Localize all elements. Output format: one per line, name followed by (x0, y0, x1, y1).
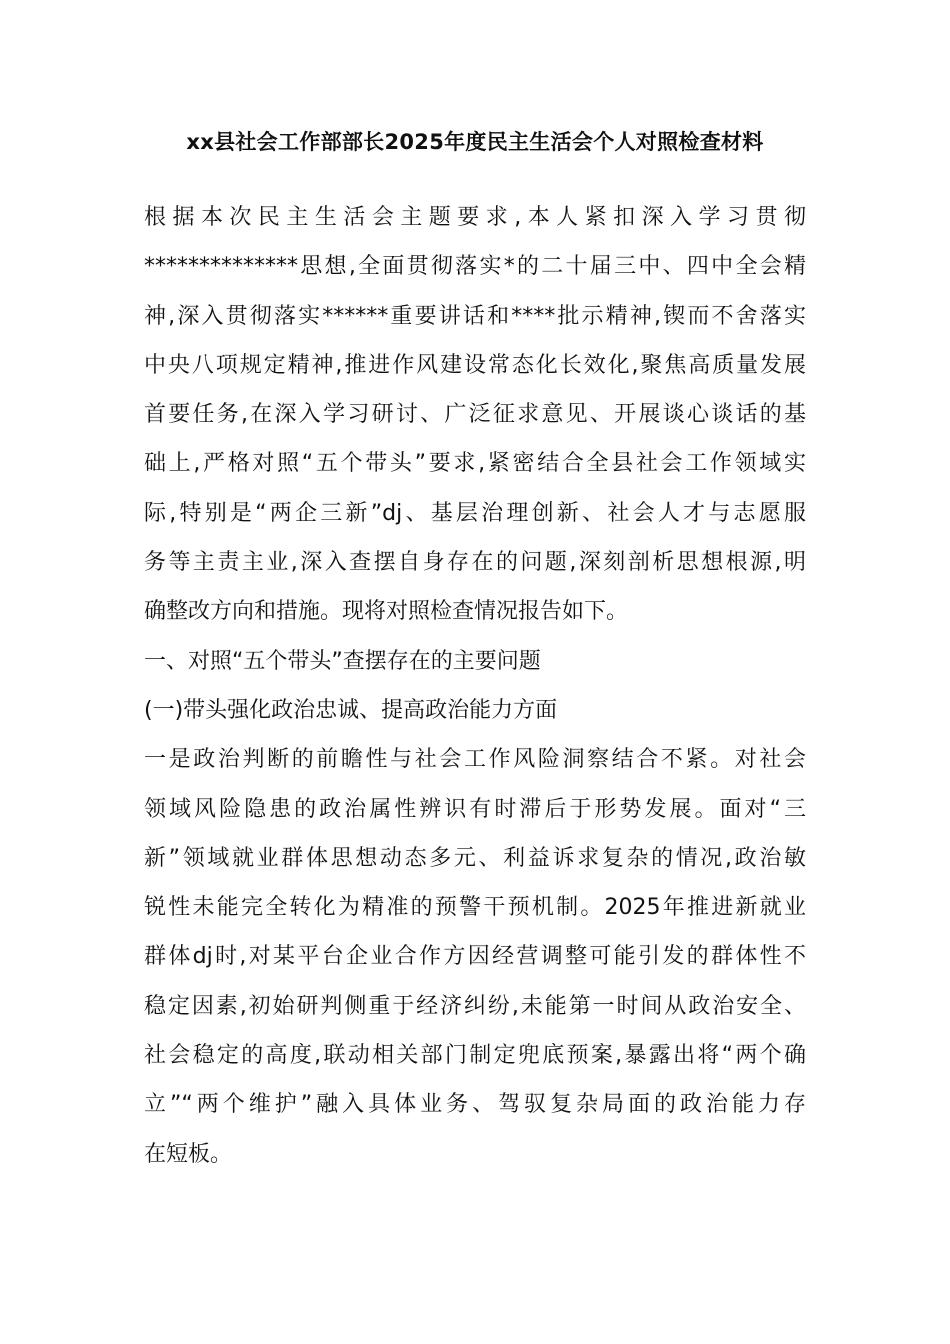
paragraph-line: 神,深入贯彻落实******重要讲话和****批示精神,锲而不舍落实 (144, 303, 806, 329)
paragraph-line: 群体dj时,对某平台企业合作方因经营调整可能引发的群体性不 (144, 944, 806, 970)
paragraph-line: 础上,严格对照“五个带头”要求,紧密结合全县社会工作领域实 (144, 451, 806, 477)
paragraph-line: 首要任务,在深入学习研讨、广泛征求意见、开展谈心谈话的基 (144, 402, 806, 428)
paragraph-line: 确整改方向和措施。现将对照检查情况报告如下。 (144, 599, 629, 625)
document-body (144, 193, 806, 1179)
paragraph-line: 稳定因素,初始研判侧重于经济纠纷,未能第一时间从政治安全、 (144, 993, 806, 1019)
paragraph-line: 在短板。 (144, 1141, 233, 1167)
paragraph-line: 务等主责主业,深入查摆自身存在的问题,深刻剖析思想根源,明 (144, 550, 806, 576)
subsection-heading: (一)带头强化政治忠诚、提高政治能力方面 (144, 697, 558, 723)
paragraph-line: 根据本次民主生活会主题要求,本人紧扣深入学习贯彻 (144, 205, 806, 230)
paragraph-line: 一是政治判断的前瞻性与社会工作风险洞察结合不紧。对社会 (144, 747, 806, 773)
paragraph-line: 领域风险隐患的政治属性辨识有时滞后于形势发展。面对“三 (144, 796, 806, 822)
paragraph-line: 锐性未能完全转化为精准的预警干预机制。2025年推进新就业 (144, 895, 806, 921)
paragraph-line: 立”“两个维护”融入具体业务、驾驭复杂局面的政治能力存 (144, 1092, 806, 1118)
document-title: xx县社会工作部部长2025年度民主生活会个人对照检查材料 (186, 130, 764, 154)
paragraph-line: **************思想,全面贯彻落实*的二十届三中、四中全会精 (144, 254, 806, 280)
paragraph-line: 中央八项规定精神,推进作风建设常态化长效化,聚焦高质量发展 (144, 352, 806, 378)
paragraph-line: 际,特别是“两企三新”dj、基层治理创新、社会人才与志愿服 (144, 500, 806, 526)
paragraph-line: 社会稳定的高度,联动相关部门制定兜底预案,暴露出将“两个确 (144, 1043, 806, 1069)
section-heading: 一、对照“五个带头”查摆存在的主要问题 (144, 648, 541, 674)
paragraph-line: 新”领域就业群体思想动态多元、利益诉求复杂的情况,政治敏 (144, 845, 806, 871)
